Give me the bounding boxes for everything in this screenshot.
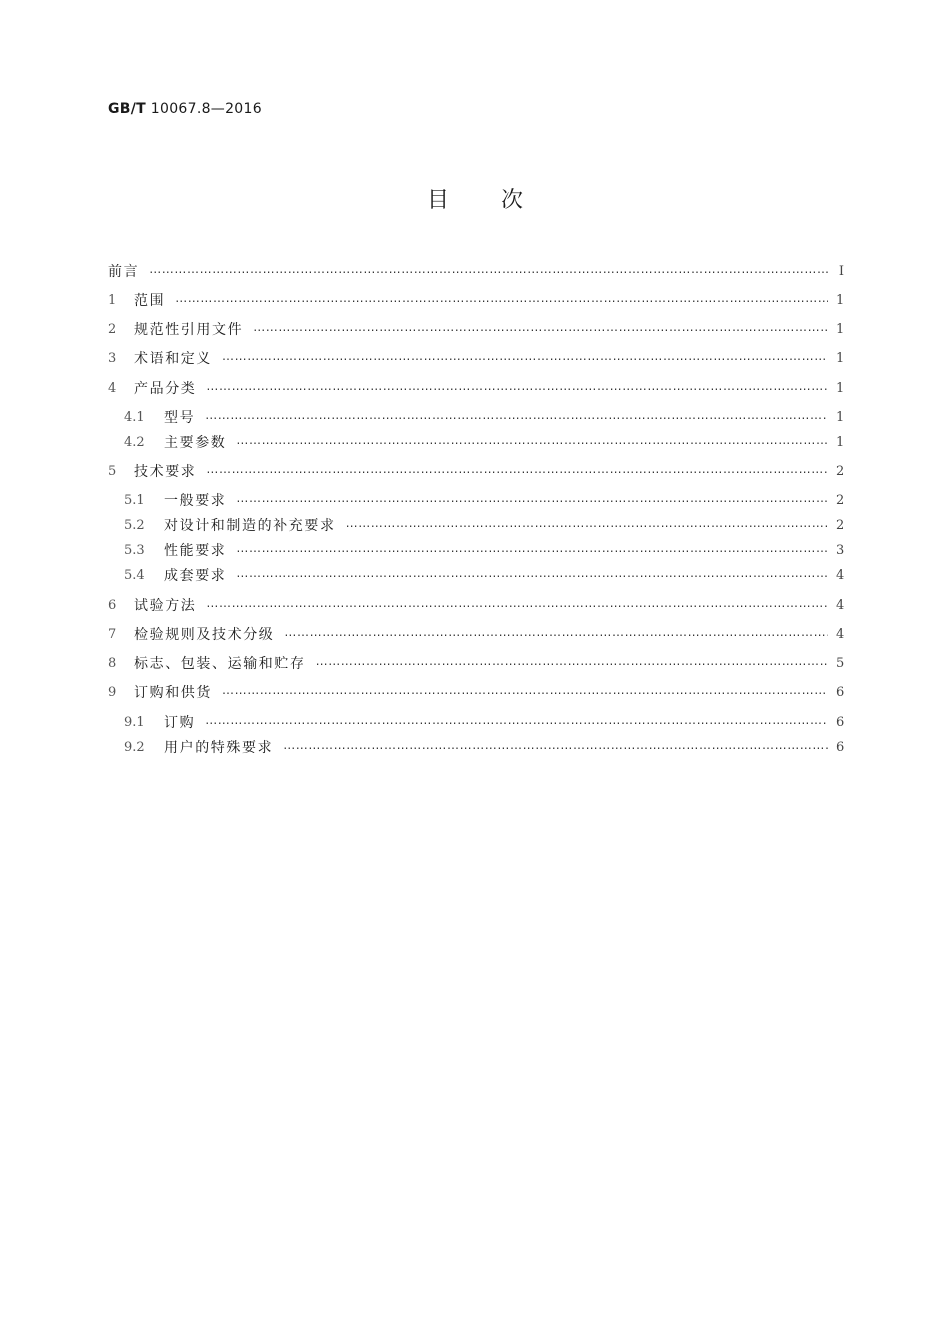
toc-entry-number: 5.3 (124, 543, 145, 558)
toc-leader-dots (253, 318, 828, 342)
toc-entry-page: 1 (836, 410, 845, 425)
toc-entry-label: 标志、包装、运输和贮存 (134, 656, 306, 672)
toc-leader-dots (284, 623, 828, 647)
toc-entry-label: 规范性引用文件 (134, 322, 244, 338)
toc-entry-page: 1 (836, 381, 845, 396)
toc-entry[interactable] (108, 406, 844, 430)
toc-entry-page: 4 (836, 627, 845, 642)
toc-entry-label: 技术要求 (134, 464, 197, 480)
toc-entry-number: 4.1 (124, 410, 145, 425)
toc-entry-number: 1 (108, 293, 117, 308)
toc-leader-dots (206, 594, 828, 618)
toc-entry-label: 成套要求 (164, 568, 227, 584)
toc-entry[interactable] (108, 564, 844, 588)
toc-entry-label: 检验规则及技术分级 (134, 627, 275, 643)
toc-leader-dots (222, 347, 828, 371)
toc-entry-page: 2 (836, 493, 845, 508)
toc-entry-page: I (838, 264, 844, 279)
toc-entry-number: 9.1 (124, 715, 145, 730)
toc-entry-number: 5.1 (124, 493, 145, 508)
toc-leader-dots (236, 489, 828, 513)
toc-entry[interactable] (108, 711, 844, 735)
toc-entry-number: 6 (108, 598, 117, 613)
toc-entry[interactable] (108, 681, 844, 705)
toc-leader-dots (236, 564, 828, 588)
toc-entry[interactable] (108, 347, 844, 371)
toc-entry-page: 2 (836, 464, 845, 479)
toc-entry[interactable] (108, 514, 844, 538)
toc-leader-dots (222, 681, 828, 705)
toc-entry-label: 对设计和制造的补充要求 (164, 518, 336, 534)
toc-entry-page: 1 (836, 293, 845, 308)
toc-entry-number: 2 (108, 322, 117, 337)
toc-entry-number: 4 (108, 381, 117, 396)
toc-entry-number: 9.2 (124, 740, 145, 755)
toc-leader-dots (236, 539, 828, 563)
toc-entry-label: 订购和供货 (134, 685, 212, 701)
toc-entry-page: 6 (836, 685, 845, 700)
toc-entry[interactable] (108, 260, 844, 284)
toc-entry-page: 3 (836, 543, 845, 558)
toc-entry-label: 产品分类 (134, 381, 197, 397)
toc-leader-dots (206, 460, 828, 484)
toc-entry-label: 用户的特殊要求 (164, 740, 274, 756)
toc-entry[interactable] (108, 652, 844, 676)
toc-entry-page: 5 (836, 656, 845, 671)
toc-entry-number: 3 (108, 351, 117, 366)
toc-entry-label: 性能要求 (164, 543, 227, 559)
toc-entry-page: 1 (836, 351, 845, 366)
toc-entry-page: 6 (836, 740, 845, 755)
toc-entry-page: 4 (836, 598, 845, 613)
toc-entry-label: 术语和定义 (134, 351, 212, 367)
toc-entry-page: 4 (836, 568, 845, 583)
toc-leader-dots (283, 736, 828, 760)
toc-entry-page: 1 (836, 322, 845, 337)
toc-entry[interactable] (108, 289, 844, 313)
toc-entry[interactable] (108, 594, 844, 618)
toc-entry-number: 5.2 (124, 518, 145, 533)
toc-entry-label: 主要参数 (164, 435, 227, 451)
toc-entry-page: 2 (836, 518, 845, 533)
standard-code-number: 10067.8—2016 (146, 101, 262, 117)
toc-leader-dots (346, 514, 828, 538)
toc-entry-label: 订购 (164, 715, 196, 731)
toc-leader-dots (316, 652, 828, 676)
toc-entry-label: 前言 (108, 264, 140, 280)
toc-leader-dots (149, 260, 828, 284)
toc-entry[interactable] (108, 736, 844, 760)
toc-entry[interactable] (108, 489, 844, 513)
toc-entry[interactable] (108, 623, 844, 647)
toc-entry[interactable] (108, 318, 844, 342)
standard-code (108, 101, 262, 117)
toc-entry-number: 5 (108, 464, 117, 479)
toc-entry[interactable] (108, 539, 844, 563)
toc-entry-number: 4.2 (124, 435, 145, 450)
standard-code-prefix: GB/T (108, 101, 147, 117)
toc-entry[interactable] (108, 460, 844, 484)
toc-leader-dots (206, 377, 828, 401)
toc-entry-number: 9 (108, 685, 117, 700)
toc-entry[interactable] (108, 431, 844, 455)
toc-entry-label: 型号 (164, 410, 196, 426)
toc-entry-label: 范围 (134, 293, 166, 309)
toc-leader-dots (205, 406, 828, 430)
page-title: 目次 (426, 188, 575, 213)
toc-entry-page: 1 (836, 435, 845, 450)
toc-entry-label: 一般要求 (164, 493, 227, 509)
toc-entry-page: 6 (836, 715, 845, 730)
toc-leader-dots (236, 431, 828, 455)
toc-leader-dots (175, 289, 828, 313)
toc-leader-dots (205, 711, 828, 735)
toc-entry[interactable] (108, 377, 844, 401)
toc-entry-number: 7 (108, 627, 117, 642)
toc-entry-number: 8 (108, 656, 117, 671)
toc-entry-number: 5.4 (124, 568, 145, 583)
toc-entry-label: 试验方法 (134, 598, 197, 614)
